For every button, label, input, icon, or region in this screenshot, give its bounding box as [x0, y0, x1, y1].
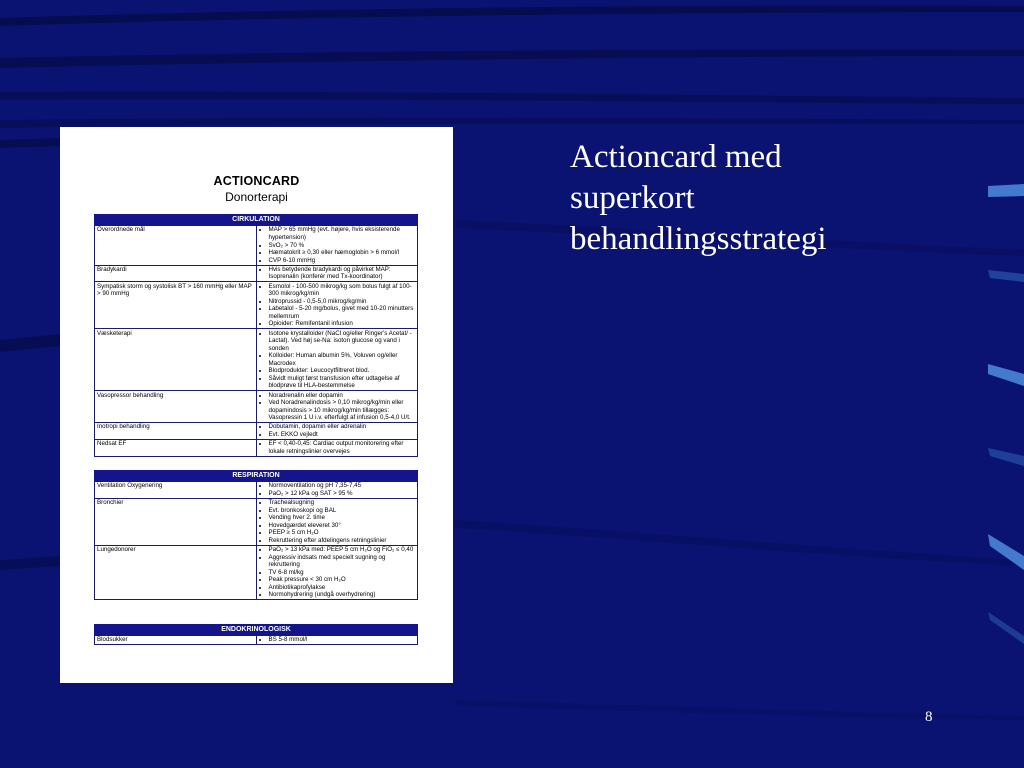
- list-item: • CVP 6-10 mmHg: [269, 257, 416, 265]
- row-label: Bradykardi: [95, 265, 257, 282]
- row-label: Bronchier: [95, 498, 257, 545]
- list-item: • Peak pressure < 30 cm H₂O: [269, 576, 416, 584]
- list-item: • Noradrenalin eller dopamin: [269, 392, 416, 400]
- list-item: • PaO₂ > 12 kPa og SAT > 95 %: [269, 490, 416, 498]
- list-item: • Trachealsugning: [269, 499, 416, 507]
- row-items: [256, 265, 418, 282]
- list-item: • Evt. EKKO vejledt: [269, 431, 416, 439]
- row-label: Nedsat EF: [95, 439, 257, 456]
- table-row: [95, 498, 418, 545]
- document-subtitle: Donorterapi: [225, 190, 288, 204]
- list-item: • TV 6-8 ml/kg: [269, 569, 416, 577]
- table-row: [95, 482, 418, 499]
- slide-title-line: behandlingsstrategi: [570, 221, 827, 257]
- row-items: [256, 226, 418, 265]
- page-number: 8: [925, 709, 933, 725]
- row-items: [256, 498, 418, 545]
- table-row: [95, 439, 418, 456]
- table-row: [95, 265, 418, 282]
- row-label: Vasopressor behandling: [95, 391, 257, 423]
- row-label: Blodsukker: [95, 636, 257, 645]
- list-item: • Hvis betydende bradykardi og påvirket MAP: Isoprenalin (konferér med Tx-koordinator): [269, 266, 416, 281]
- list-item: • Såvidt muligt først transfusion efter udtagelse af blodprøve til HLA-bestemmelse: [269, 375, 416, 390]
- list-item: • Dobutamin, dopamin eller adrenalin: [269, 423, 416, 431]
- list-item: • Rekruttering efter afdelingens retningslinier: [269, 537, 416, 545]
- list-item: • Hæmatokrit ≥ 0,30 eller hæmoglobin > 6 mmol/l: [269, 249, 416, 257]
- row-label: Ventilation Oxygenering: [95, 482, 257, 499]
- row-label: Inotropi behandling: [95, 423, 257, 440]
- section-table-cirkulation: [94, 214, 418, 457]
- right-edge-highlight: [988, 184, 1024, 197]
- row-items: [256, 545, 418, 600]
- list-item: • PaO₂ > 13 kPa med: PEEP 5 cm H₂O og FiO₂ ≤ 0,40: [269, 546, 416, 554]
- table-row: [95, 391, 418, 423]
- list-item: • Vending hver 2. time: [269, 514, 416, 522]
- list-item: • Kolloider: Human albumin 5%, Voluven og/eller Macrodex: [269, 352, 416, 367]
- list-item: • Esmolol - 100-500 mikrog/kg som bolus fulgt af 100-300 mikrog/kg/min: [269, 283, 416, 298]
- slide-title: [570, 137, 827, 260]
- section-heading: ENDOKRINOLOGISK: [95, 625, 418, 636]
- section-table-respiration: [94, 470, 418, 600]
- list-item: • Ved Noradrenalindosis > 0,10 mikrog/kg/min eller dopamindosis > 10 mikrog/kg/min tillægges: Vasopressin 1 U i.v. efterfulgt af infusion 0,5-4,0 U/t.: [269, 399, 416, 422]
- row-label: Væsketerapi: [95, 329, 257, 391]
- list-item: • Labetalol - 5-20 mg/bolus, givet med 10-20 minutters mellemrum: [269, 305, 416, 320]
- row-items: [256, 282, 418, 329]
- list-item: • Nitroprussid - 0,5-5,0 mikrog/kg/min: [269, 298, 416, 306]
- row-items: [256, 391, 418, 423]
- list-item: • Antibiotikaprofylakse: [269, 584, 416, 592]
- list-item: • Isotone krystalloider (NaCl og/eller Ringer's Acetat/ -Lactat). Ved høj se-Na: isoton glucose og vand i sonden: [269, 330, 416, 353]
- table-row: [95, 423, 418, 440]
- section-heading: RESPIRATION: [95, 471, 418, 482]
- table-row: [95, 545, 418, 600]
- list-item: • Normohydrering (undgå overhydrering): [269, 591, 416, 599]
- row-items: [256, 482, 418, 499]
- row-items: [256, 423, 418, 440]
- list-item: • Evt. bronkoskopi og BAL: [269, 507, 416, 515]
- list-item: • Hovedgærdet eleveret 30°: [269, 522, 416, 530]
- list-item: • Blodprodukter: Leucocytfiltreret blod.: [269, 367, 416, 375]
- list-item: • Aggressiv indsats med specielt sugning og rekruttering: [269, 554, 416, 569]
- slide-title-line: superkort: [570, 180, 695, 216]
- list-item: • SvO₂ > 70 %: [269, 242, 416, 250]
- row-label: Lungedonorer: [95, 545, 257, 600]
- row-items: [256, 439, 418, 456]
- row-label: Overordnede mål: [95, 226, 257, 265]
- list-item: • PEEP ≥ 5 cm H₂O: [269, 529, 416, 537]
- list-item: • MAP > 65 mmHg (evt. højere, hvis eksisterende hypertension): [269, 226, 416, 241]
- list-item: • Opioider: Remifentanil infusion: [269, 320, 416, 328]
- table-row: [95, 282, 418, 329]
- list-item: • Normoventilation og pH 7,35-7,45: [269, 482, 416, 490]
- slide-title-line: Actioncard med: [570, 139, 782, 175]
- list-item: • BS 5-8 mmol/l: [269, 636, 416, 644]
- table-row: [95, 329, 418, 391]
- table-row: [95, 226, 418, 265]
- row-items: [256, 329, 418, 391]
- section-table-endokrinologisk: [94, 624, 418, 645]
- document-title: ACTIONCARD: [213, 174, 300, 188]
- section-heading: CIRKULATION: [95, 215, 418, 226]
- row-label: Sympatisk storm og systolisk BT > 160 mmHg eller MAP > 90 mmHg: [95, 282, 257, 329]
- table-row: [95, 636, 418, 645]
- list-item: • EF < 0,40-0,45: Cardiac output monitorering efter lokale retningslinier overvejes: [269, 440, 416, 455]
- row-items: [256, 636, 418, 645]
- actioncard-document: [60, 127, 453, 683]
